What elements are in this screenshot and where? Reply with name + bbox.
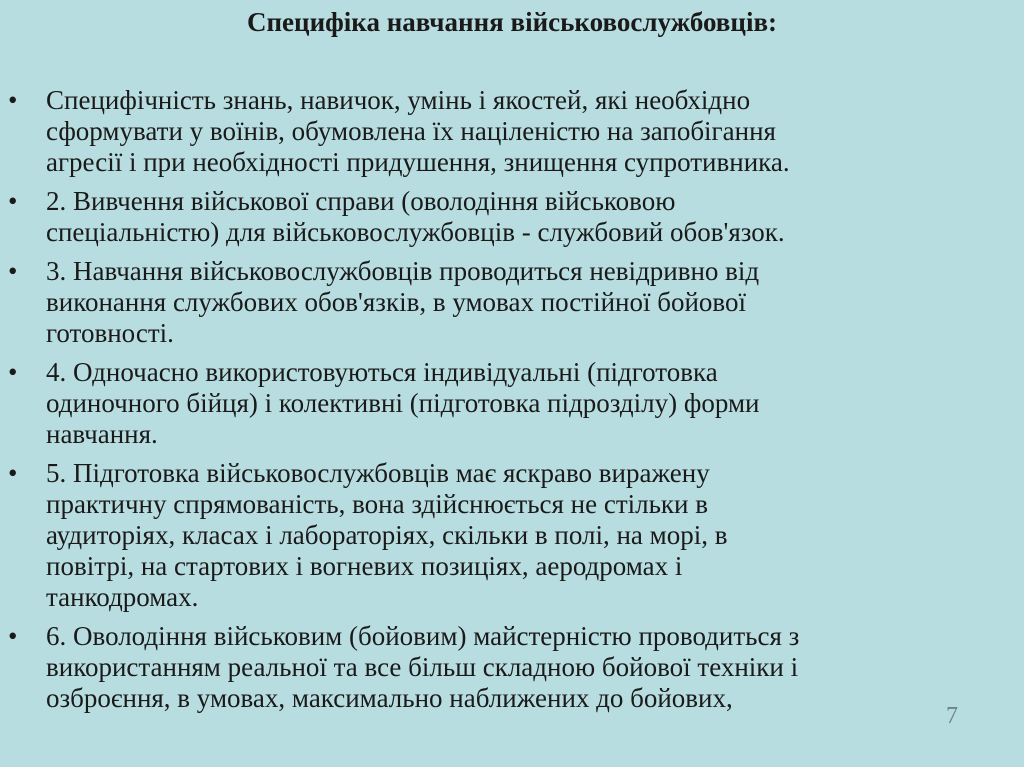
list-item	[0, 621, 1000, 714]
slide-title: Специфіка навчання військовослужбовців:	[246, 7, 778, 37]
list-item	[0, 256, 1000, 349]
bullet-text-line: 6. Оволодіння військовим (бойовим) майстерністю проводиться з	[46, 621, 800, 651]
list-item	[0, 458, 1000, 613]
slide-number: 7	[946, 703, 958, 729]
bullet-text-line: виконання службових обов'язків, в умовах постійної бойової	[46, 287, 746, 317]
bullet-icon: •	[8, 621, 18, 651]
bullet-icon: •	[8, 458, 18, 488]
bullet-text-line: 5. Підготовка військовослужбовців має яскраво виражену	[46, 458, 710, 488]
bullet-text-line: 4. Одночасно використовуються індивідуальні (підготовка	[46, 357, 718, 387]
bullet-text-line: готовності.	[46, 318, 174, 348]
bullet-icon: •	[8, 256, 18, 286]
bullet-text-line: озброєння, в умовах, максимально наближених до бойових,	[46, 683, 733, 713]
bullet-text-line: практичну спрямованість, вона здійснюється не стільки в	[46, 489, 708, 519]
bullet-list	[0, 85, 1000, 722]
bullet-text-line: 2. Вивчення військової справи (оволодіння військовою	[46, 186, 676, 216]
bullet-text-line: використанням реальної та все більш складною бойової техніки і	[46, 652, 799, 682]
bullet-text-line: танкодромах.	[46, 582, 199, 612]
bullet-text-line: агресії і при необхідності придушення, знищення супротивника.	[46, 147, 790, 177]
list-item	[0, 186, 1000, 248]
bullet-icon: •	[8, 357, 18, 387]
bullet-icon: •	[8, 85, 18, 115]
list-item	[0, 85, 1000, 178]
bullet-text-line: 3. Навчання військовослужбовців проводиться невідривно від	[46, 256, 760, 286]
bullet-text-line: спеціальністю) для військовослужбовців - службовий обов'язок.	[46, 217, 785, 247]
bullet-icon: •	[8, 186, 18, 216]
bullet-text-line: одиночного бійця) і колективні (підготовка підрозділу) форми	[46, 388, 760, 418]
bullet-text-line: сформувати у воїнів, обумовлена їх націленістю на запобігання	[46, 116, 776, 146]
list-item	[0, 357, 1000, 450]
bullet-text-line: повітрі, на стартових і вогневих позиціях, аеродромах і	[46, 551, 683, 581]
bullet-text-line: навчання.	[46, 419, 158, 449]
bullet-text-line: Специфічність знань, навичок, умінь і якостей, які необхідно	[46, 85, 751, 115]
bullet-text-line: аудиторіях, класах і лабораторіях, скільки в полі, на морі, в	[46, 520, 728, 550]
